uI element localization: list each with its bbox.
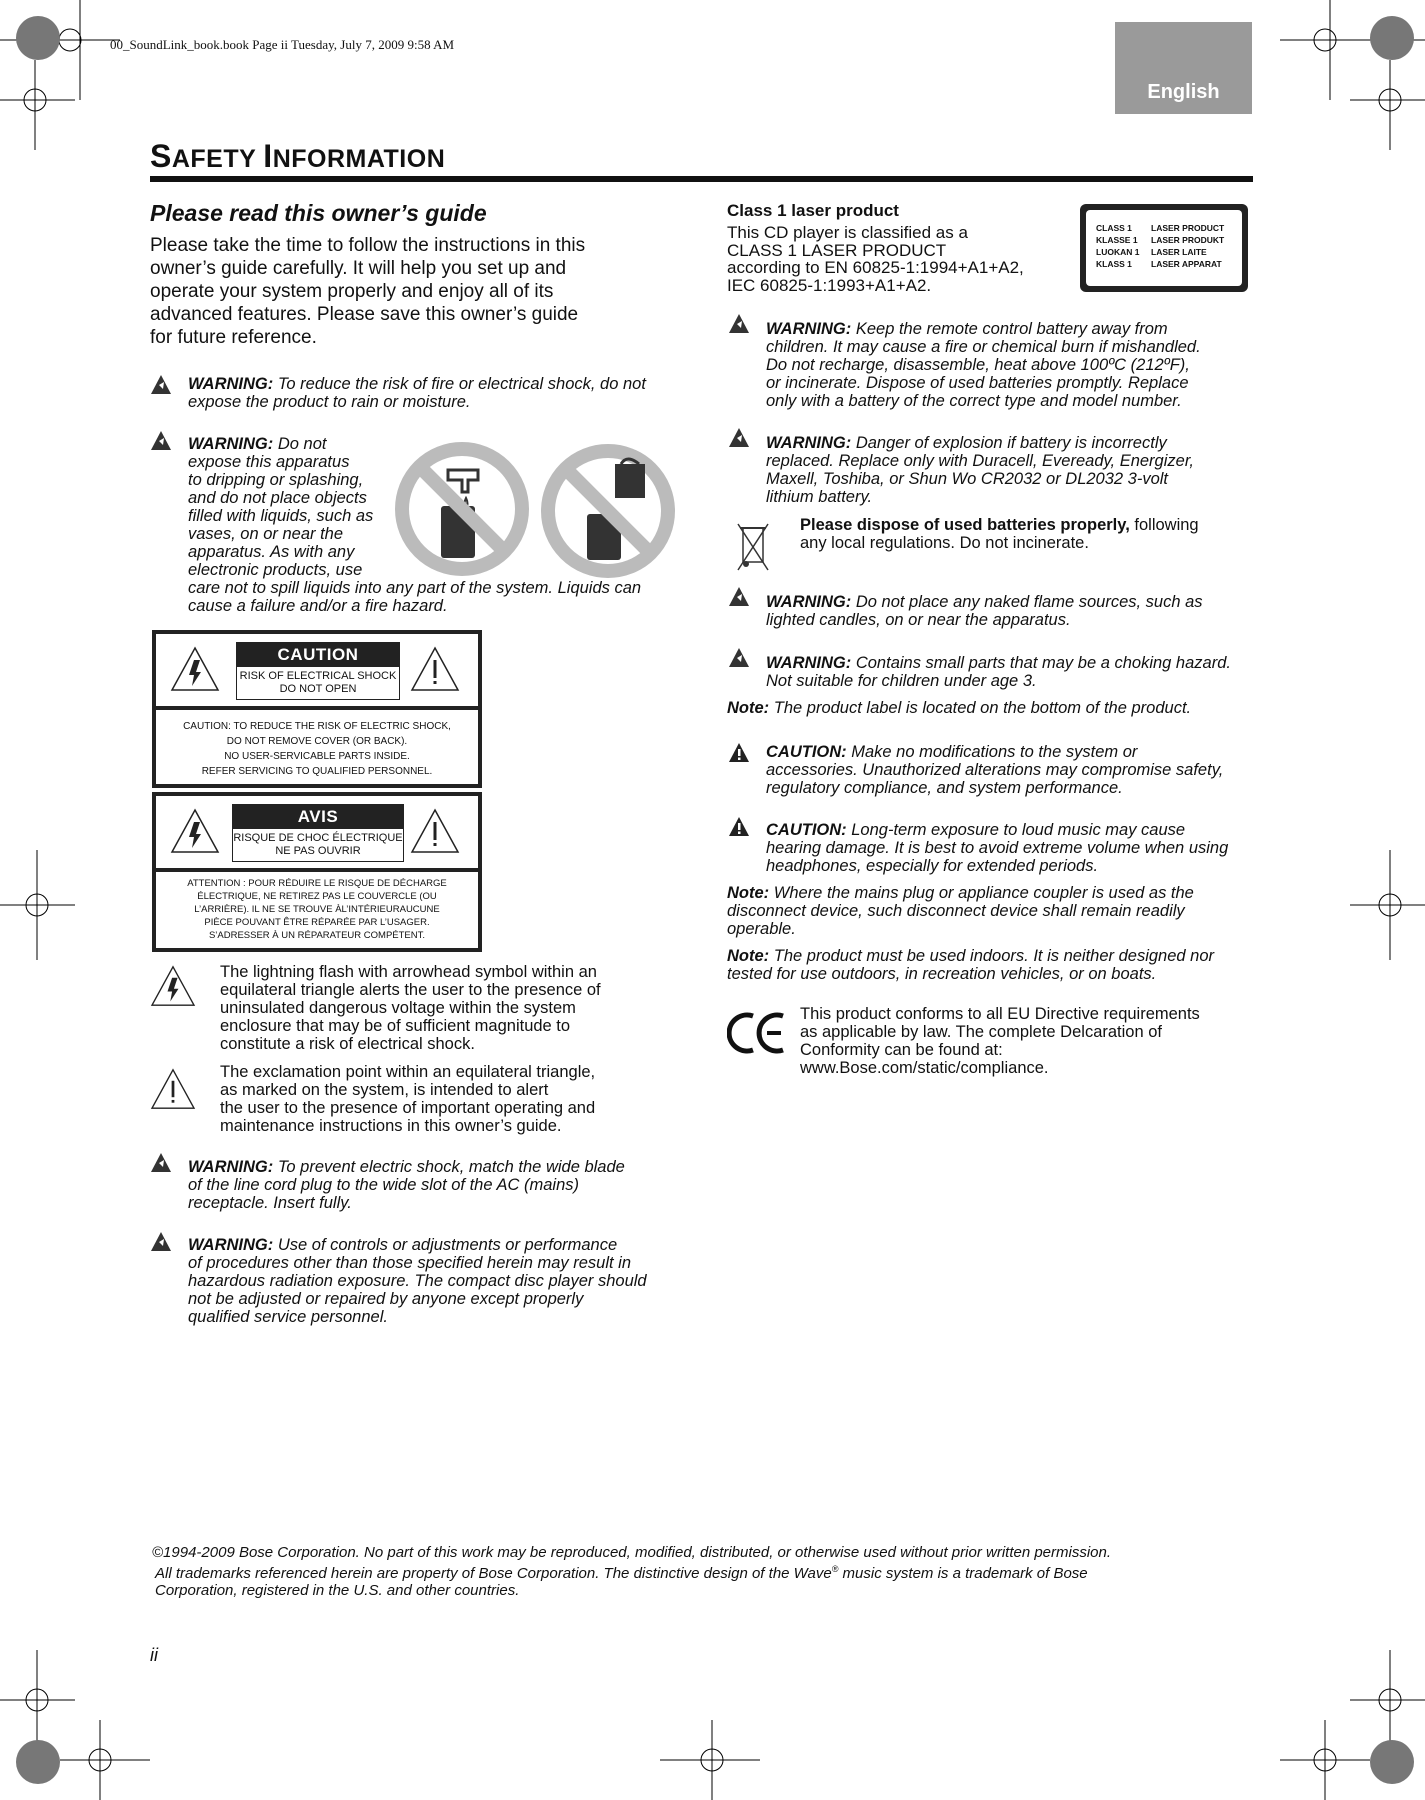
laser-class: CLASS 1 xyxy=(1096,223,1132,233)
intro-line: Please take the time to follow the instructions in this xyxy=(150,235,586,256)
ce-conformity xyxy=(800,1005,1200,1077)
note-label: Note: xyxy=(727,884,770,902)
caution-line: Long-term exposure to loud music may cause xyxy=(851,821,1186,839)
warning-label: WARNING: xyxy=(188,375,274,393)
laser-desc: LASER PRODUKT xyxy=(1151,235,1225,245)
warning-icon xyxy=(150,1151,172,1173)
text-line: enclosure that may be of sufficient magnitude to xyxy=(220,1017,571,1035)
note-line: Where the mains plug or appliance coupler is used as the xyxy=(773,884,1194,902)
page-number: ii xyxy=(150,1645,158,1665)
text-line: CLASS 1 LASER PRODUCT xyxy=(727,240,947,260)
warning-icon xyxy=(150,373,172,395)
laser-class: KLASSE 1 xyxy=(1096,235,1138,245)
registered-mark: ® xyxy=(831,1564,839,1574)
caution-line: accessories. Unauthorized alterations may compromise safety, xyxy=(766,761,1224,779)
exclamation-triangle-icon xyxy=(150,1068,196,1110)
warning-label: WARNING: xyxy=(188,435,274,453)
warning-line: apparatus. As with any xyxy=(188,543,355,561)
caution-line: NO USER-SERVICABLE PARTS INSIDE. xyxy=(224,751,410,762)
text-line: Conformity can be found at: xyxy=(800,1041,1003,1059)
warning-line: Contains small parts that may be a choking hazard. xyxy=(855,654,1231,672)
warning-label: WARNING: xyxy=(766,434,852,452)
warning-line: cause a failure and/or a fire hazard. xyxy=(188,597,448,615)
warning-line: Do not place any naked flame sources, such as xyxy=(855,593,1203,611)
dispose-line: any local regulations. Do not incinerate. xyxy=(800,534,1089,552)
ce-mark-icon xyxy=(727,1008,789,1058)
footer-line: Corporation, registered in the U.S. and other countries. xyxy=(155,1582,520,1599)
text-line: The exclamation point within an equilateral triangle, xyxy=(220,1063,596,1081)
warning-4 xyxy=(188,1236,647,1326)
no-liquid-container-icon xyxy=(539,442,677,580)
title-rule xyxy=(150,176,1253,182)
intro-paragraph xyxy=(150,234,585,349)
title-initial-2: I xyxy=(263,138,273,174)
caution-icon xyxy=(728,815,750,837)
text-line: The lightning flash with arrowhead symbol within an xyxy=(220,963,597,981)
title-initial: S xyxy=(150,138,172,174)
note-label: Note: xyxy=(727,947,770,965)
avis-line: ÉLECTRIQUE, NE RETIREZ PAS LE COUVERCLE (OU xyxy=(197,891,437,902)
caution-icon xyxy=(728,741,750,763)
caution-sub: DO NOT OPEN xyxy=(279,683,357,695)
warning-line: To reduce the risk of fire or electrical shock, do not xyxy=(277,375,646,393)
warning-line: Keep the remote control battery away from xyxy=(855,320,1168,338)
laser-desc: LASER LAITE xyxy=(1151,247,1207,257)
warning-line: only with a battery of the correct type and model number. xyxy=(766,392,1182,410)
intro-line: for future reference. xyxy=(150,327,317,348)
warning-line: expose the product to rain or moisture. xyxy=(188,393,471,411)
language-tab-label: English xyxy=(1147,81,1220,103)
note-1 xyxy=(727,699,1191,717)
warning-line: expose this apparatus xyxy=(188,453,350,471)
dispose-rest: following xyxy=(1129,516,1199,534)
language-tab xyxy=(1115,22,1252,114)
exclamation-explanation xyxy=(220,1063,595,1135)
dispose-batteries xyxy=(800,516,1199,552)
note-line: tested for use outdoors, in recreation vehicles, or on boats. xyxy=(727,965,1157,983)
warning-7 xyxy=(766,593,1203,629)
warning-icon xyxy=(728,646,750,668)
section-heading: Please read this owner’s guide xyxy=(150,200,487,226)
warning-line: vases, on or near the xyxy=(188,525,344,543)
warning-line: lithium battery. xyxy=(766,488,873,506)
laser-desc: LASER PRODUCT xyxy=(1151,223,1225,233)
note-text: The product label is located on the bottom of the product. xyxy=(773,699,1192,717)
note-line: operable. xyxy=(727,920,796,938)
intro-line: operate your system properly and enjoy all of its xyxy=(150,281,554,302)
warning-icon xyxy=(150,1230,172,1252)
warning-line: replaced. Replace only with Duracell, Eveready, Energizer, xyxy=(766,452,1194,470)
caution-line: headphones, especially for extended periods. xyxy=(766,857,1099,875)
warning-line: to dripping or splashing, xyxy=(188,471,364,489)
laser-heading: Class 1 laser product xyxy=(727,201,899,220)
note-line: disconnect device, such disconnect device shall remain readily xyxy=(727,902,1185,920)
intro-line: owner’s guide carefully. It will help you set up and xyxy=(150,258,567,279)
text-line: according to EN 60825-1:1994+A1+A2, xyxy=(727,258,1024,277)
warning-line: lighted candles, on or near the apparatus. xyxy=(766,611,1071,629)
caution-label: CAUTION: xyxy=(766,821,847,839)
warning-1 xyxy=(188,375,646,411)
warning-label: WARNING: xyxy=(188,1236,274,1254)
warning-5 xyxy=(766,320,1201,410)
lightning-explanation xyxy=(220,963,601,1053)
warning-line: electronic products, use xyxy=(188,561,363,579)
warning-icon xyxy=(728,585,750,607)
warning-line: Danger of explosion if battery is incorrectly xyxy=(855,434,1167,452)
laser-class: LUOKAN 1 xyxy=(1096,247,1140,257)
warning-8 xyxy=(766,654,1231,690)
caution-line: CAUTION: TO REDUCE THE RISK OF ELECTRIC SHOCK, xyxy=(183,721,451,732)
dispose-bold: Please dispose of used batteries properly, xyxy=(800,516,1130,534)
note-3 xyxy=(727,947,1214,983)
lightning-triangle-icon xyxy=(150,965,196,1007)
warning-line: Do not xyxy=(277,435,327,453)
title-smallcaps-2: NFORMATION xyxy=(272,145,446,173)
warning-line: children. It may cause a fire or chemical burn if mishandled. xyxy=(766,338,1201,356)
warning-line: of the line cord plug to the wide slot of the AC (mains) xyxy=(188,1176,580,1194)
warning-line: Use of controls or adjustments or performance xyxy=(277,1236,618,1254)
lightning-triangle-icon xyxy=(170,808,220,854)
compliance-url: www.Bose.com/static/compliance. xyxy=(800,1059,1049,1077)
text-line: the user to the presence of important operating and xyxy=(220,1099,596,1117)
warning-label: WARNING: xyxy=(188,1158,274,1176)
warning-line: To prevent electric shock, match the wide blade xyxy=(277,1158,625,1176)
avis-line: ATTENTION : POUR RÉDUIRE LE RISQUE DE DÉCHARGE xyxy=(187,878,447,889)
laser-text xyxy=(727,224,1024,294)
avis-line: PIÈCE POUVANT ÊTRE RÉPARÉE PAR L’USAGER. xyxy=(204,917,430,928)
footer-line: ©1994-2009 Bose Corporation. No part of this work may be reproduced, modified, distributed, or otherwise used without prior written permission. xyxy=(152,1544,1112,1561)
text-line: equilateral triangle alerts the user to the presence of xyxy=(220,981,601,999)
avis-label-box xyxy=(152,792,482,952)
caution-line: hearing damage. It is best to avoid extreme volume when using xyxy=(766,839,1229,857)
warning-line: Not suitable for children under age 3. xyxy=(766,672,1037,690)
note-label: Note: xyxy=(727,699,770,717)
footer-line: All trademarks referenced herein are property of Bose Corporation. The distinctive design of the Wave xyxy=(155,1565,832,1582)
warning-line: Do not recharge, disassemble, heat above 100ºC (212ºF), xyxy=(766,356,1190,374)
footer-line: music system is a trademark of Bose xyxy=(838,1565,1088,1582)
text-line: IEC 60825-1:1993+A1+A2. xyxy=(727,275,932,295)
title-smallcaps: AFETY xyxy=(171,145,264,173)
warning-icon xyxy=(728,426,750,448)
text-line: as applicable by law. The complete Delcaration of xyxy=(800,1023,1162,1041)
warning-line: of procedures other than those specified herein may result in xyxy=(188,1254,632,1272)
warning-line: Maxell, Toshiba, or Shun Wo CR2032 or DL2032 3-volt xyxy=(766,470,1169,488)
exclamation-triangle-icon xyxy=(410,808,460,854)
intro-line: advanced features. Please save this owner’s guide xyxy=(150,304,579,325)
note-line: The product must be used indoors. It is neither designed nor xyxy=(773,947,1215,965)
page-title xyxy=(150,138,445,175)
warning-line: filled with liquids, such as xyxy=(188,507,374,525)
crossed-bin-icon xyxy=(736,520,770,572)
note-2 xyxy=(727,884,1194,938)
avis-sub: NE PAS OUVRIR xyxy=(275,845,361,857)
caution-label-box xyxy=(152,630,482,788)
caution-2 xyxy=(766,821,1228,875)
text-line: This product conforms to all EU Directive requirements xyxy=(800,1005,1200,1023)
caution-label: CAUTION: xyxy=(766,743,847,761)
avis-line: L’ARRIÈRE). IL NE SE TROUVE ÀL’INTÉRIEURAUCUNE xyxy=(194,904,440,915)
warning-line: qualified service personnel. xyxy=(188,1308,388,1326)
caution-line: DO NOT REMOVE COVER (OR BACK). xyxy=(226,736,408,747)
text-line: as marked on the system, is intended to alert xyxy=(220,1081,549,1099)
avis-sub: RISQUE DE CHOC ÉLECTRIQUE xyxy=(233,832,403,844)
laser-class-label xyxy=(1080,204,1248,292)
avis-header: AVIS xyxy=(233,805,403,829)
laser-class: KLASS 1 xyxy=(1096,259,1132,269)
caution-header: CAUTION xyxy=(237,643,399,667)
caution-line: regulatory compliance, and system performance. xyxy=(766,779,1123,797)
avis-line: S’ADRESSER À UN RÉPARATEUR COMPÉTENT. xyxy=(208,930,426,941)
caution-line: REFER SERVICING TO QUALIFIED PERSONNEL. xyxy=(201,766,433,777)
warning-3 xyxy=(188,1158,625,1212)
text-line: This CD player is classified as a xyxy=(727,223,968,242)
laser-desc: LASER APPARAT xyxy=(1151,259,1222,269)
caution-1 xyxy=(766,743,1223,797)
warning-line: or incinerate. Dispose of used batteries promptly. Replace xyxy=(766,374,1189,392)
warning-label: WARNING: xyxy=(766,654,852,672)
warning-icon xyxy=(150,429,172,451)
text-line: maintenance instructions in this owner’s guide. xyxy=(220,1117,562,1135)
no-dripping-icon xyxy=(393,440,531,578)
warning-line: care not to spill liquids into any part of the system. Liquids can xyxy=(188,579,642,597)
warning-line: hazardous radiation exposure. The compact disc player should xyxy=(188,1272,647,1290)
lightning-triangle-icon xyxy=(170,646,220,692)
text-line: constitute a risk of electrical shock. xyxy=(220,1035,475,1053)
copyright-footer xyxy=(152,1544,1111,1599)
warning-line: receptacle. Insert fully. xyxy=(188,1194,352,1212)
warning-line: not be adjusted or repaired by anyone except properly xyxy=(188,1290,584,1308)
caution-sub: RISK OF ELECTRICAL SHOCK xyxy=(239,670,397,682)
print-header: 00_SoundLink_book.book Page ii Tuesday, July 7, 2009 9:58 AM xyxy=(110,37,455,52)
warning-icon xyxy=(728,312,750,334)
warning-6 xyxy=(766,434,1194,506)
caution-line: Make no modifications to the system or xyxy=(851,743,1138,761)
exclamation-triangle-icon xyxy=(410,646,460,692)
warning-label: WARNING: xyxy=(766,593,852,611)
text-line: uninsulated dangerous voltage within the system xyxy=(220,999,576,1017)
warning-line: and do not place objects xyxy=(188,489,367,507)
warning-label: WARNING: xyxy=(766,320,852,338)
